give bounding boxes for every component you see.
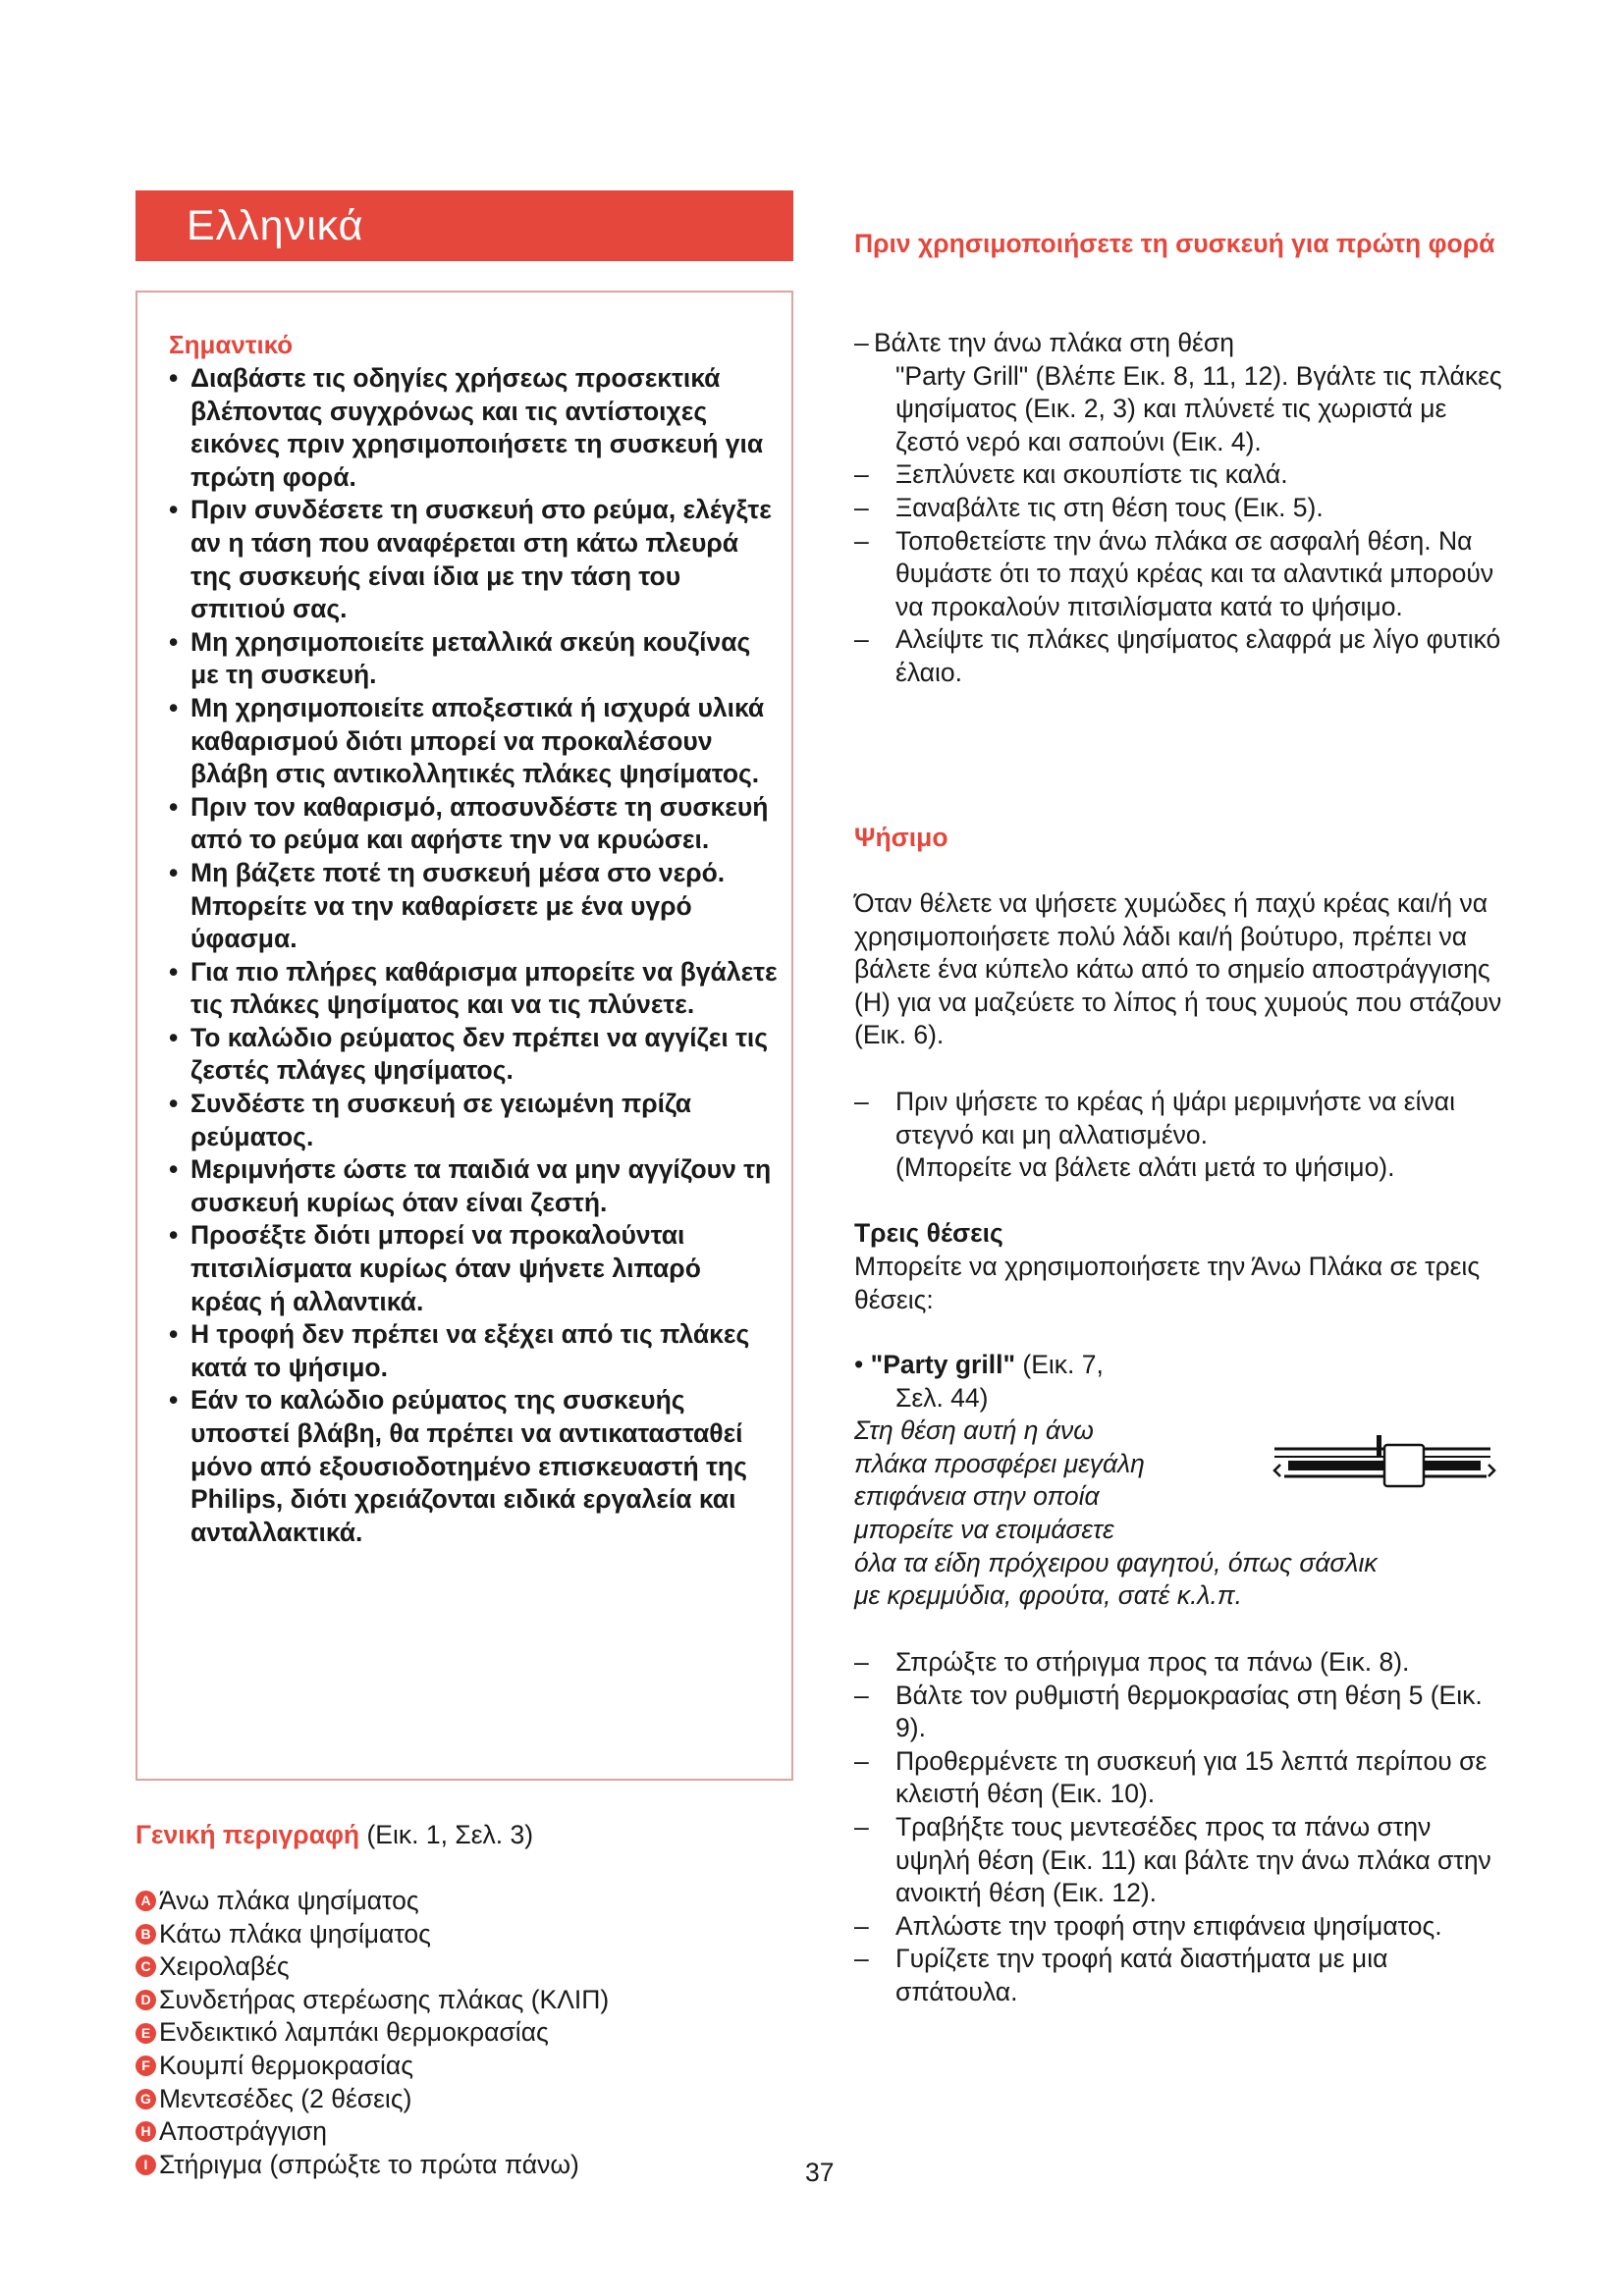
letter-badge-icon: C	[135, 1956, 156, 1977]
general-description-title: Γενική περιγραφή	[135, 1820, 360, 1849]
list-item: – Ξεπλύνετε και σκουπίστε τις καλά.	[854, 458, 1502, 492]
party-grill-desc-line: με κρεμμύδια, φρούτα, σατέ κ.λ.π.	[854, 1580, 1242, 1611]
part-label: Ενδεικτικό λαμπάκι θερμοκρασίας	[159, 2017, 549, 2048]
list-item-first-line: Βάλτε την άνω πλάκα στη θέση	[874, 328, 1234, 357]
part-label: Συνδετήρας στερέωσης πλάκας (ΚΛΙΠ)	[159, 1984, 610, 2014]
important-list	[169, 362, 778, 1549]
list-item: • Μη χρησιμοποιείτε αποξεστικά ή ισχυρά υλικά καθαρισμού διότι μπορεί να προκαλέσουν βλάβη στις αντικολλητικές πλάκες ψησίματος.	[169, 692, 778, 791]
three-positions-text: Μπορείτε να χρησιμοποιήσετε την Άνω Πλάκα σε τρεις θέσεις:	[854, 1252, 1481, 1314]
list-item: – Τραβήξτε τους μεντεσέδες προς τα πάνω στην υψηλή θέση (Εικ. 11) και βάλτε την άνω πλάκα στην ανοικτή θέση (Εικ. 12).	[854, 1811, 1502, 1910]
list-item	[854, 327, 1502, 458]
letter-badge-icon: B	[135, 1924, 156, 1945]
letter-badge-icon: I	[135, 2155, 156, 2175]
general-description-heading	[135, 1818, 533, 1851]
list-item: – Προθερμένετε τη συσκευή για 15 λεπτά περίπου σε κλειστή θέση (Εικ. 10).	[854, 1745, 1502, 1811]
list-item: – Σπρώξτε το στήριγμα προς τα πάνω (Εικ. 8).	[854, 1646, 1502, 1680]
part-label: Μεντεσέδες (2 θέσεις)	[159, 2083, 412, 2113]
party-grill-illustration	[1267, 1421, 1502, 1500]
part-label: Στήριγμα (σπρώξτε το πρώτα πάνω)	[159, 2149, 579, 2179]
first-use-title: Πριν χρησιμοποιήσετε τη συσκευή για πρώτη φορά	[854, 229, 1495, 258]
parts-list	[135, 1885, 784, 2181]
letter-badge-icon: H	[135, 2121, 156, 2142]
party-grill-name: "Party grill"	[870, 1350, 1016, 1379]
list-item: • Συνδέστε τη συσκευή σε γειωμένη πρίζα ρεύματος.	[169, 1088, 778, 1153]
list-item: – Απλώστε την τροφή στην επιφάνεια ψησίματος.	[854, 1910, 1502, 1944]
language-title-bar	[135, 190, 793, 261]
part-item	[135, 2115, 784, 2149]
list-item: • Μεριμνήστε ώστε τα παιδιά να μην αγγίζουν τη συσκευή κυρίως όταν είναι ζεστή.	[169, 1153, 778, 1219]
letter-badge-icon: F	[135, 2056, 156, 2076]
part-item	[135, 2050, 784, 2083]
party-grill-desc-line: πλάκα προσφέρει μεγάλη	[854, 1448, 1145, 1478]
party-grill-ref: (Εικ. 7,	[1015, 1350, 1104, 1379]
part-item	[135, 1984, 784, 2017]
list-item: • Μη βάζετε ποτέ τη συσκευή μέσα στο νερό. Μπορείτε να την καθαρίσετε με ένα υγρό ύφασμα.	[169, 857, 778, 956]
list-item: – Βάλτε τον ρυθμιστή θερμοκρασίας στη θέση 5 (Εικ. 9).	[854, 1680, 1502, 1745]
list-item: • Προσέξτε διότι μπορεί να προκαλούνται πιτσιλίσματα κυρίως όταν ψήνετε λιπαρό κρέας ή αλλαντικά.	[169, 1219, 778, 1318]
language-title: Ελληνικά	[187, 202, 364, 249]
party-grill-desc-line: μπορείτε να ετοιμάσετε	[854, 1514, 1114, 1544]
part-label: Αποστράγγιση	[159, 2116, 328, 2147]
part-label: Άνω πλάκα ψησίματος	[159, 1886, 419, 1915]
list-item: • Πριν συνδέσετε τη συσκευή στο ρεύμα, ελέγξτε αν η τάση που αναφέρεται στη κάτω πλευρά της συσκευής είναι ίδια με την τάση του σπιτιού σας.	[169, 494, 778, 625]
list-item: – Αλείψτε τις πλάκες ψησίματος ελαφρά με λίγο φυτικό έλαιο.	[854, 623, 1502, 689]
list-item: • Εάν το καλώδιο ρεύματος της συσκευής υποστεί βλάβη, θα πρέπει να αντικατασταθεί μόνο από εξουσιοδοτημένο επισκευαστή της Philips, διότι χρειάζονται ειδικά εργαλεία και ανταλλακτικά.	[169, 1384, 778, 1549]
letter-badge-icon: G	[135, 2089, 156, 2109]
list-item-note: (Μπορείτε να βάλετε αλάτι μετά το ψήσιμο).	[895, 1152, 1395, 1183]
letter-badge-icon: D	[135, 1990, 156, 2010]
part-label: Χειρολαβές	[159, 1951, 290, 1982]
part-label: Κουμπί θερμοκρασίας	[159, 2050, 413, 2080]
list-item: • Το καλώδιο ρεύματος δεν πρέπει να αγγίζει τις ζεστές πλάγες ψησίματος.	[169, 1022, 778, 1088]
general-description-ref: (Εικ. 1, Σελ. 3)	[359, 1820, 534, 1849]
letter-badge-icon: E	[135, 2023, 156, 2044]
list-item: – Γυρίζετε την τροφή κατά διαστήματα με μια σπάτουλα.	[854, 1943, 1502, 2008]
letter-badge-icon: A	[135, 1891, 156, 1911]
list-item-rest: "Party Grill" (Βλέπε Εικ. 8, 11, 12). Βγάλτε τις πλάκες ψησίματος (Εικ. 2, 3) και πλύνετέ τις χωριστά με ζεστό νερό και σαπούνι (Εικ. 4).	[895, 360, 1502, 456]
party-grill-desc-line: όλα τα είδη πρόχειρου φαγητού, όπως σάσλικ	[854, 1547, 1378, 1577]
part-item	[135, 2149, 784, 2182]
party-grill-lead: • "Party grill" (Εικ. 7,	[854, 1350, 1104, 1379]
list-item: – Ξαναβάλτε τις στη θέση τους (Εικ. 5).	[854, 492, 1502, 525]
party-grill-steps	[854, 1646, 1502, 2009]
list-item: • Διαβάστε τις οδηγίες χρήσεως προσεκτικά βλέποντας συγχρόνως και τις αντίστοιχες εικόνες πριν χρησιμοποιήσετε τη συσκευή για πρώτη φορά.	[169, 362, 778, 494]
party-grill-ref-cont: Σελ. 44)	[895, 1382, 989, 1413]
list-item: • Για πιο πλήρες καθάρισμα μπορείτε να βγάλετε τις πλάκες ψησίματος και να τις πλύνετε.	[169, 956, 778, 1022]
grilling-title: Ψήσιμο	[854, 823, 948, 852]
party-grill-desc-line: επιφάνεια στην οποία	[854, 1481, 1100, 1512]
list-item: • Μη χρησιμοποιείτε μεταλλικά σκεύη κουζίνας με τη συσκευή.	[169, 626, 778, 692]
first-use-list	[854, 327, 1502, 690]
part-item	[135, 1950, 784, 1984]
list-item	[854, 1086, 1502, 1185]
grilling-paragraph: Όταν θέλετε να ψήσετε χυμώδες ή παχύ κρέας και/ή να χρησιμοποιήσετε πολύ λάδι και/ή βούτυρο, πρέπει να βάλετε ένα κύπελο κάτω από το σημείο αποστράγγισης (H) για να μαζεύετε το λίπος ή τους χυμούς που στάζουν (Εικ. 6).	[854, 888, 1502, 1050]
part-item	[135, 2016, 784, 2050]
part-item	[135, 1885, 784, 1918]
part-label: Κάτω πλάκα ψησίματος	[159, 1918, 431, 1949]
list-item: – Τοποθετείστε την άνω πλάκα σε ασφαλή θέση. Να θυμάστε ότι το παχύ κρέας και τα αλαντικά μπορούν να προκαλούν πιτσιλίσματα κατά το ψήσιμο.	[854, 525, 1502, 624]
list-item: • Η τροφή δεν πρέπει να εξέχει από τις πλάκες κατά το ψήσιμο.	[169, 1318, 778, 1384]
grill-icon	[1274, 1435, 1494, 1486]
list-item-text: Πριν ψήσετε το κρέας ή ψάρι μεριμνήστε να είναι στεγνό και μη αλλατισμένο.	[895, 1087, 1455, 1149]
list-item: • Πριν τον καθαρισμό, αποσυνδέστε τη συσκευή από το ρεύμα και αφήστε την να κρυώσει.	[169, 791, 778, 857]
grilling-list	[854, 1086, 1502, 1185]
three-positions-title: Τρεις θέσεις	[854, 1218, 1003, 1248]
page-number: 37	[805, 2158, 835, 2187]
part-item	[135, 2083, 784, 2116]
part-item	[135, 1918, 784, 1951]
party-grill-desc-line: Στη θέση αυτή η άνω	[854, 1415, 1094, 1446]
important-title: Σημαντικό	[169, 330, 294, 359]
